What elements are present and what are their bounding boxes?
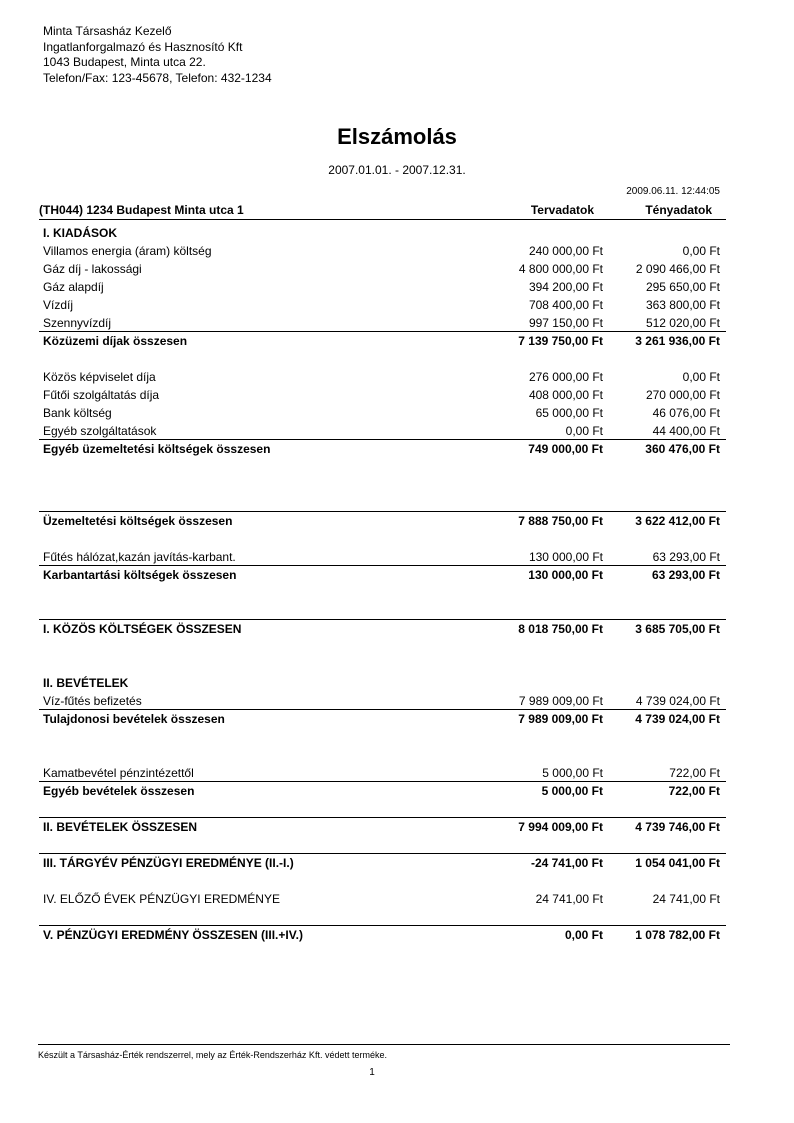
period: 2007.01.01. - 2007.12.31.: [328, 163, 466, 177]
plan-value: 5 000,00 Ft: [541, 784, 603, 798]
actual-value: 270 000,00 Ft: [645, 388, 720, 402]
total-row: [43, 855, 720, 871]
total-rule: [39, 853, 726, 854]
plan-value: 7 989 009,00 Ft: [518, 694, 603, 708]
plan-value: 130 000,00 Ft: [528, 568, 603, 582]
row-label: Vízdíj: [43, 298, 74, 312]
actual-value: 363 800,00 Ft: [645, 298, 720, 312]
plan-value: -24 741,00 Ft: [530, 856, 603, 870]
total-row: [43, 819, 720, 835]
total-rule: [39, 565, 726, 566]
total-row: [43, 783, 720, 799]
actual-value: 1 078 782,00 Ft: [635, 928, 720, 942]
total-row: [43, 567, 720, 583]
total-row: [43, 675, 720, 691]
plan-value: 708 400,00 Ft: [528, 298, 603, 312]
plan-value: 7 888 750,00 Ft: [518, 514, 603, 528]
total-rule: [39, 439, 726, 440]
plan-value: 8 018 750,00 Ft: [518, 622, 603, 636]
total-rule: [39, 511, 726, 512]
total-rule: [39, 331, 726, 332]
company-header: [43, 24, 272, 86]
total-rule: [39, 817, 726, 818]
row-label: II. BEVÉTELEK ÖSSZESEN: [43, 820, 198, 834]
row-label: Egyéb szolgáltatások: [43, 424, 157, 438]
table-row: [43, 387, 720, 403]
actual-value: 3 685 705,00 Ft: [635, 622, 720, 636]
actual-value: 0,00 Ft: [682, 244, 720, 258]
table-row: [43, 315, 720, 331]
plan-value: 408 000,00 Ft: [528, 388, 603, 402]
row-label: Fűtés hálózat,kazán javítás-karbant.: [43, 550, 236, 564]
actual-value: 0,00 Ft: [682, 370, 720, 384]
row-label: Gáz alapdíj: [43, 280, 104, 294]
table-row: [43, 423, 720, 439]
plan-value: 5 000,00 Ft: [542, 766, 603, 780]
actual-value: 4 739 024,00 Ft: [635, 694, 720, 708]
header-rule: [39, 219, 726, 220]
footer-rule: [38, 1044, 730, 1045]
table-row: [43, 405, 720, 421]
row-label: II. BEVÉTELEK: [43, 676, 129, 690]
row-label: Karbantartási költségek összesen: [43, 568, 237, 582]
plan-value: 65 000,00 Ft: [535, 406, 603, 420]
row-label: IV. ELŐZŐ ÉVEK PÉNZÜGYI EREDMÉNYE: [43, 892, 280, 906]
row-label: Egyéb bevételek összesen: [43, 784, 195, 798]
plan-value: 7 989 009,00 Ft: [518, 712, 603, 726]
row-label: Tulajdonosi bevételek összesen: [43, 712, 225, 726]
plan-value: 24 741,00 Ft: [535, 892, 603, 906]
total-rule: [39, 709, 726, 710]
page-number: 1: [369, 1067, 375, 1078]
row-label: Fűtői szolgáltatás díja: [43, 388, 160, 402]
actual-value: 722,00 Ft: [668, 784, 720, 798]
total-row: [43, 621, 720, 637]
actual-value: 4 739 024,00 Ft: [635, 712, 720, 726]
table-row: [43, 693, 720, 709]
row-label: Víz-fűtés befizetés: [43, 694, 142, 708]
print-timestamp: 2009.06.11. 12:44:05: [626, 186, 720, 197]
plan-value: 997 150,00 Ft: [528, 316, 603, 330]
actual-value: 44 400,00 Ft: [652, 424, 720, 438]
plan-value: 276 000,00 Ft: [528, 370, 603, 384]
row-label: V. PÉNZÜGYI EREDMÉNY ÖSSZESEN (III.+IV.): [43, 928, 303, 942]
plan-value: 7 139 750,00 Ft: [518, 334, 603, 348]
total-row: [43, 927, 720, 943]
actual-value: 295 650,00 Ft: [645, 280, 720, 294]
row-label: Kamatbevétel pénzintézettől: [43, 766, 194, 780]
plan-value: 7 994 009,00 Ft: [518, 820, 603, 834]
plan-value: 0,00 Ft: [565, 424, 603, 438]
row-label: Üzemeltetési költségek összesen: [43, 514, 233, 528]
row-label: Gáz díj - lakossági: [43, 262, 142, 276]
property-name: (TH044) 1234 Budapest Minta utca 1: [39, 203, 244, 217]
row-label: Szennyvízdíj: [43, 316, 112, 330]
plan-value: 240 000,00 Ft: [528, 244, 603, 258]
actual-value: 3 622 412,00 Ft: [635, 514, 720, 528]
total-row: [43, 333, 720, 349]
document-title: Elszámolás: [337, 124, 457, 149]
plan-value: 130 000,00 Ft: [528, 550, 603, 564]
total-row: [43, 225, 720, 241]
row-label: I. KIADÁSOK: [43, 226, 118, 240]
actual-value: 63 293,00 Ft: [652, 550, 720, 564]
footer-note: Készült a Társasház-Érték rendszerrel, mely az Érték-Rendszerház Kft. védett terméke.: [38, 1050, 387, 1060]
actual-value: 360 476,00 Ft: [645, 442, 720, 456]
table-row: [43, 765, 720, 781]
table-row: [43, 297, 720, 313]
actual-value: 722,00 Ft: [669, 766, 720, 780]
column-plan-header: Tervadatok: [530, 203, 594, 217]
row-label: Közüzemi díjak összesen: [43, 334, 188, 348]
total-rule: [39, 619, 726, 620]
actual-value: 3 261 936,00 Ft: [635, 334, 720, 348]
row-label: Bank költség: [43, 406, 112, 420]
total-rule: [39, 925, 726, 926]
table-row: [43, 891, 720, 907]
plan-value: 749 000,00 Ft: [528, 442, 603, 456]
plan-value: 4 800 000,00 Ft: [518, 262, 603, 276]
actual-value: 2 090 466,00 Ft: [635, 262, 720, 276]
actual-value: 46 076,00 Ft: [652, 406, 720, 420]
row-label: Villamos energia (áram) költség: [43, 244, 212, 258]
actual-value: 63 293,00 Ft: [651, 568, 720, 582]
table-row: [43, 243, 720, 259]
company-line2: Ingatlanforgalmazó és Hasznosító Kft: [43, 39, 243, 54]
company-name: Minta Társasház Kezelő: [43, 24, 172, 38]
table-header: [39, 203, 726, 219]
total-row: [43, 441, 720, 457]
actual-value: 1 054 041,00 Ft: [635, 856, 720, 870]
row-label: Egyéb üzemeltetési költségek összesen: [43, 442, 271, 456]
table-row: [43, 369, 720, 385]
company-address: 1043 Budapest, Minta utca 22.: [43, 55, 206, 69]
plan-value: 0,00 Ft: [564, 928, 603, 942]
row-label: Közös képviselet díja: [43, 370, 156, 384]
table-row: [43, 279, 720, 295]
table-row: [43, 549, 720, 565]
total-row: [43, 711, 720, 727]
row-label: I. KÖZÖS KÖLTSÉGEK ÖSSZESEN: [43, 622, 242, 636]
total-row: [43, 513, 720, 529]
table-row: [43, 261, 720, 277]
plan-value: 394 200,00 Ft: [528, 280, 603, 294]
row-label: III. TÁRGYÉV PÉNZÜGYI EREDMÉNYE (II.-I.): [43, 856, 294, 870]
company-phone: Telefon/Fax: 123-45678, Telefon: 432-1234: [43, 70, 272, 85]
column-actual-header: Tényadatok: [645, 203, 712, 217]
total-rule: [39, 781, 726, 782]
actual-value: 512 020,00 Ft: [645, 316, 720, 330]
actual-value: 4 739 746,00 Ft: [635, 820, 720, 834]
actual-value: 24 741,00 Ft: [652, 892, 720, 906]
